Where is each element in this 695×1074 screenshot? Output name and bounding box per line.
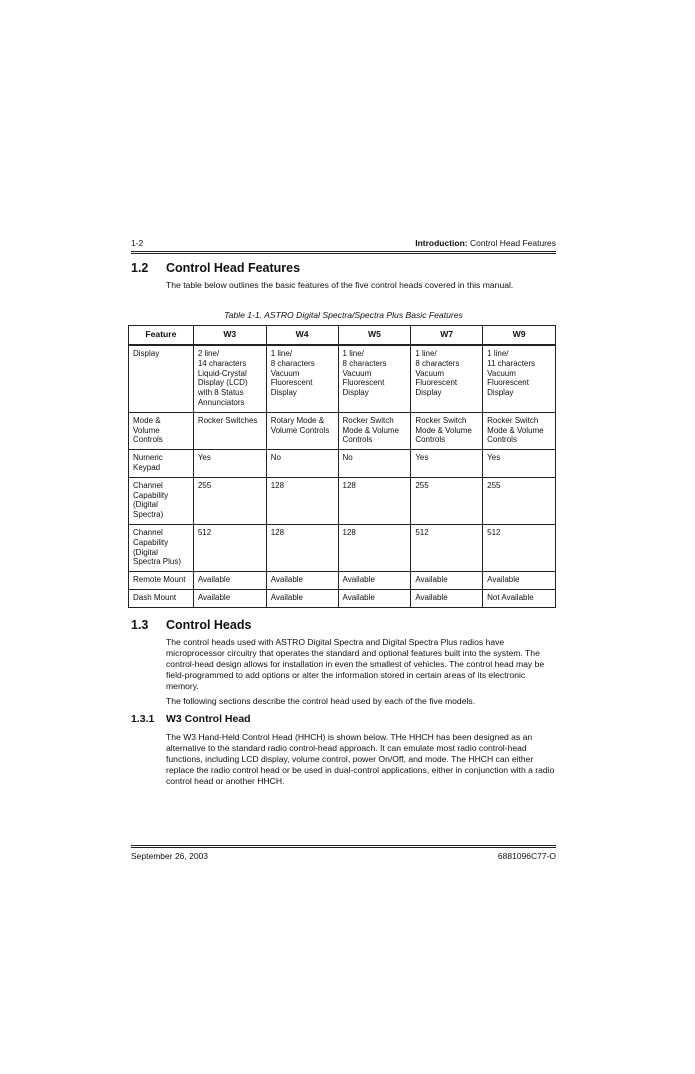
header-rule — [131, 251, 556, 252]
page-number: 1-2 — [131, 238, 144, 248]
table-cell: Rotary Mode & Volume Controls — [266, 412, 338, 449]
header-rule-double — [131, 253, 556, 254]
feature-name-cell: Display — [129, 345, 194, 412]
column-header: W7 — [411, 326, 483, 346]
table-cell: 1 line/ 8 characters Vacuum Fluorescent Display — [338, 345, 411, 412]
table-cell: 512 — [411, 524, 483, 571]
table-cell: Available — [411, 589, 483, 607]
running-title — [415, 238, 556, 248]
table-cell: Available — [266, 572, 338, 590]
footer-date: September 26, 2003 — [131, 851, 209, 861]
table-cell: Yes — [193, 450, 266, 478]
table-row — [129, 412, 556, 449]
table-cell: 512 — [193, 524, 266, 571]
table-cell: Not Available — [483, 589, 556, 607]
table-header-row — [129, 326, 556, 346]
table-cell: 128 — [266, 477, 338, 524]
subsection-paragraph: The W3 Hand-Held Control Head (HHCH) is shown below. THe HHCH has been designed as an alternative to the standard radio control-head approach. It can emulate most radio control-head functions, including LCD display, volume control, power On/Off, and mode. The HHCH can either replace the radio control head or be used in dual-control applications, either in conjunction with a radio control head or another HHCH. — [166, 732, 555, 786]
column-header: W5 — [338, 326, 411, 346]
section-heading-1-3 — [131, 618, 251, 632]
table-cell: 128 — [338, 477, 411, 524]
running-title-bold: Introduction: — [415, 238, 468, 248]
running-title-text: Control Head Features — [467, 238, 556, 248]
table-cell: Available — [483, 572, 556, 590]
table-cell: Rocker Switch Mode & Volume Controls — [483, 412, 556, 449]
section-number: 1.3 — [131, 618, 149, 632]
table-cell: 1 line/ 8 characters Vacuum Fluorescent Display — [411, 345, 483, 412]
feature-name-cell: Mode & Volume Controls — [129, 412, 194, 449]
table-cell: Available — [411, 572, 483, 590]
table-caption: Table 1-1. ASTRO Digital Spectra/Spectra Plus Basic Features — [224, 310, 463, 320]
footer-rule — [131, 845, 556, 846]
table-cell: 255 — [193, 477, 266, 524]
subsection-number: 1.3.1 — [131, 713, 155, 725]
table-cell: Yes — [411, 450, 483, 478]
section-paragraph: The following sections describe the control head used by each of the five models. — [166, 696, 476, 706]
column-header: Feature — [129, 326, 194, 346]
features-table — [128, 325, 556, 608]
feature-name-cell: Channel Capability (Digital Spectra) — [129, 477, 194, 524]
table-row — [129, 589, 556, 607]
feature-name-cell: Dash Mount — [129, 589, 194, 607]
table-row — [129, 572, 556, 590]
column-header: W3 — [193, 326, 266, 346]
table-cell: 2 line/ 14 characters Liquid-Crystal Display (LCD) with 8 Status Annunciators — [193, 345, 266, 412]
table-cell: Rocker Switch Mode & Volume Controls — [338, 412, 411, 449]
table-cell: 255 — [483, 477, 556, 524]
section-paragraph: The control heads used with ASTRO Digital Spectra and Digital Spectra Plus radios have microprocessor circuitry that operates the standard and optional features built into the system. The control-head design allows for installation in even the smallest of vehicles. The control head may be field-programmed to add options or alter the information stored in certain areas of its electronic memory. — [166, 637, 545, 691]
table-row — [129, 450, 556, 478]
table-row — [129, 524, 556, 571]
section-number: 1.2 — [131, 261, 149, 275]
footer-doc-number: 6881096C77-O — [497, 851, 556, 861]
table-cell: 512 — [483, 524, 556, 571]
table-cell: Available — [338, 589, 411, 607]
table-cell: 255 — [411, 477, 483, 524]
table-cell: Yes — [483, 450, 556, 478]
feature-name-cell: Channel Capability (Digital Spectra Plus) — [129, 524, 194, 571]
section-title: Control Heads — [166, 618, 252, 632]
section-intro: The table below outlines the basic features of the five control heads covered in this manual. — [166, 280, 514, 290]
feature-name-cell: Numeric Keypad — [129, 450, 194, 478]
table-cell: Available — [266, 589, 338, 607]
feature-name-cell: Remote Mount — [129, 572, 194, 590]
table-cell: 128 — [338, 524, 411, 571]
table-cell: 1 line/ 11 characters Vacuum Fluorescent Display — [483, 345, 556, 412]
column-header: W4 — [266, 326, 338, 346]
table-row — [129, 345, 556, 412]
subsection-title: W3 Control Head — [166, 713, 251, 725]
footer-rule-double — [131, 847, 556, 848]
table-cell: 128 — [266, 524, 338, 571]
table-cell: Available — [193, 589, 266, 607]
table-cell: Rocker Switches — [193, 412, 266, 449]
section-heading-1-2 — [131, 261, 300, 275]
subsection-heading-1-3-1 — [131, 713, 251, 725]
table-cell: 1 line/ 8 characters Vacuum Fluorescent Display — [266, 345, 338, 412]
column-header: W9 — [483, 326, 556, 346]
table-cell: Rocker Switch Mode & Volume Controls — [411, 412, 483, 449]
table-cell: Available — [193, 572, 266, 590]
table-cell: No — [266, 450, 338, 478]
section-title: Control Head Features — [166, 261, 301, 275]
table-cell: Available — [338, 572, 411, 590]
table-cell: No — [338, 450, 411, 478]
table-body — [129, 345, 556, 607]
table-row — [129, 477, 556, 524]
